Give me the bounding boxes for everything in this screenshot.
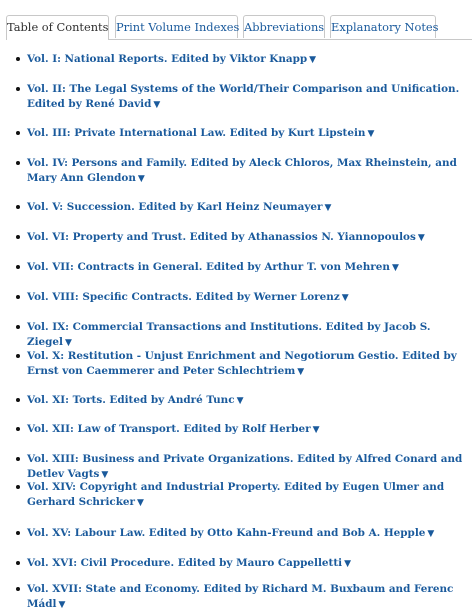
- bullet-icon: [16, 561, 20, 565]
- volume-link[interactable]: Vol. XIV: Copyright and Industrial Property. Edited by Eugen Ulmer and Gerhard Schricker ▼: [27, 481, 445, 508]
- volume-link[interactable]: Vol. XIII: Business and Private Organizations. Edited by Alfred Conard and Detlev Vagts ▼: [27, 453, 463, 480]
- volume-item[interactable]: [16, 526, 470, 542]
- volume-link[interactable]: Vol. VIII: Specific Contracts. Edited by Werner Lorenz ▼: [27, 291, 349, 303]
- bullet-icon: [16, 87, 20, 91]
- caret-down-icon[interactable]: ▼: [137, 498, 144, 508]
- bullet-icon: [16, 57, 20, 61]
- volume-item[interactable]: [16, 52, 470, 68]
- bullet-icon: [16, 587, 20, 591]
- bullet-icon: [16, 295, 20, 299]
- caret-down-icon[interactable]: ▼: [297, 367, 305, 377]
- volume-item[interactable]: [16, 320, 470, 351]
- bullet-icon: [16, 325, 20, 329]
- bullet-icon: [16, 485, 20, 489]
- tab-table-of-contents[interactable]: Table of Contents: [6, 15, 109, 40]
- caret-down-icon[interactable]: ▼: [312, 425, 320, 435]
- caret-down-icon[interactable]: ▼: [58, 600, 66, 610]
- volume-link[interactable]: Vol. XI: Torts. Edited by André Tunc ▼: [27, 394, 244, 406]
- volume-item[interactable]: [16, 393, 470, 409]
- volume-item[interactable]: [16, 290, 470, 306]
- bullet-icon: [16, 235, 20, 239]
- volume-link[interactable]: Vol. XV: Labour Law. Edited by Otto Kahn-Freund and Bob A. Hepple ▼: [27, 527, 435, 539]
- volume-link[interactable]: Vol. VII: Contracts in General. Edited by Arthur T. von Mehren ▼: [27, 261, 399, 273]
- caret-down-icon[interactable]: ▼: [367, 129, 375, 139]
- volume-item[interactable]: [16, 126, 470, 142]
- volume-item[interactable]: [16, 200, 470, 216]
- volume-item[interactable]: [16, 452, 470, 483]
- volume-link[interactable]: Vol. I: National Reports. Edited by Viktor Knapp ▼: [27, 53, 317, 65]
- caret-down-icon[interactable]: ▼: [236, 396, 244, 406]
- volume-link[interactable]: Vol. III: Private International Law. Edited by Kurt Lipstein ▼: [27, 127, 375, 139]
- caret-down-icon[interactable]: ▼: [344, 559, 351, 569]
- volume-item[interactable]: [16, 582, 470, 613]
- bullet-icon: [16, 131, 20, 135]
- volume-link[interactable]: Vol. VI: Property and Trust. Edited by Athanassios N. Yiannopoulos ▼: [27, 231, 425, 243]
- caret-down-icon[interactable]: ▼: [137, 174, 145, 184]
- volume-link[interactable]: Vol. II: The Legal Systems of the World/Their Comparison and Unification. Edited by René David ▼: [27, 83, 460, 110]
- volume-item[interactable]: [16, 82, 470, 113]
- volume-item[interactable]: [16, 480, 470, 511]
- bullet-icon: [16, 457, 20, 461]
- tab-print-volume-indexes[interactable]: Print Volume Indexes: [115, 15, 238, 38]
- tab-bar: [6, 14, 472, 40]
- caret-down-icon[interactable]: ▼: [341, 293, 349, 303]
- bullet-icon: [16, 205, 20, 209]
- bullet-icon: [16, 161, 20, 165]
- caret-down-icon[interactable]: ▼: [417, 233, 425, 243]
- caret-down-icon[interactable]: ▼: [309, 55, 317, 65]
- caret-down-icon[interactable]: ▼: [101, 470, 109, 480]
- volume-item[interactable]: [16, 156, 470, 187]
- volume-item[interactable]: [16, 260, 470, 276]
- bullet-icon: [16, 427, 20, 431]
- volume-link[interactable]: Vol. IV: Persons and Family. Edited by Aleck Chloros, Max Rheinstein, and Mary Ann Glendon ▼: [27, 157, 457, 184]
- volume-link[interactable]: Vol. XVII: State and Economy. Edited by Richard M. Buxbaum and Ferenc Mádl ▼: [27, 583, 454, 610]
- volume-item[interactable]: [16, 349, 470, 380]
- tab-abbreviations[interactable]: Abbreviations: [243, 15, 325, 38]
- volume-link[interactable]: Vol. X: Restitution - Unjust Enrichment and Negotiorum Gestio. Edited by Ernst von Caemmerer and Peter Schlechtriem ▼: [27, 350, 457, 377]
- volume-link[interactable]: Vol. XVI: Civil Procedure. Edited by Mauro Cappelletti ▼: [27, 557, 351, 569]
- volume-link[interactable]: Vol. V: Succession. Edited by Karl Heinz Neumayer ▼: [27, 201, 332, 213]
- tab-explanatory-notes[interactable]: Explanatory Notes: [330, 15, 436, 38]
- bullet-icon: [16, 265, 20, 269]
- volume-link[interactable]: Vol. XII: Law of Transport. Edited by Rolf Herber ▼: [27, 423, 320, 435]
- volume-item[interactable]: [16, 422, 470, 438]
- volume-item[interactable]: [16, 556, 470, 572]
- bullet-icon: [16, 354, 20, 358]
- volume-link[interactable]: Vol. IX: Commercial Transactions and Institutions. Edited by Jacob S. Ziegel ▼: [27, 321, 431, 348]
- caret-down-icon[interactable]: ▼: [324, 203, 332, 213]
- caret-down-icon[interactable]: ▼: [64, 338, 72, 348]
- caret-down-icon[interactable]: ▼: [153, 100, 161, 110]
- bullet-icon: [16, 531, 20, 535]
- volume-item[interactable]: [16, 230, 470, 246]
- bullet-icon: [16, 398, 20, 402]
- caret-down-icon[interactable]: ▼: [391, 263, 399, 273]
- caret-down-icon[interactable]: ▼: [427, 529, 435, 539]
